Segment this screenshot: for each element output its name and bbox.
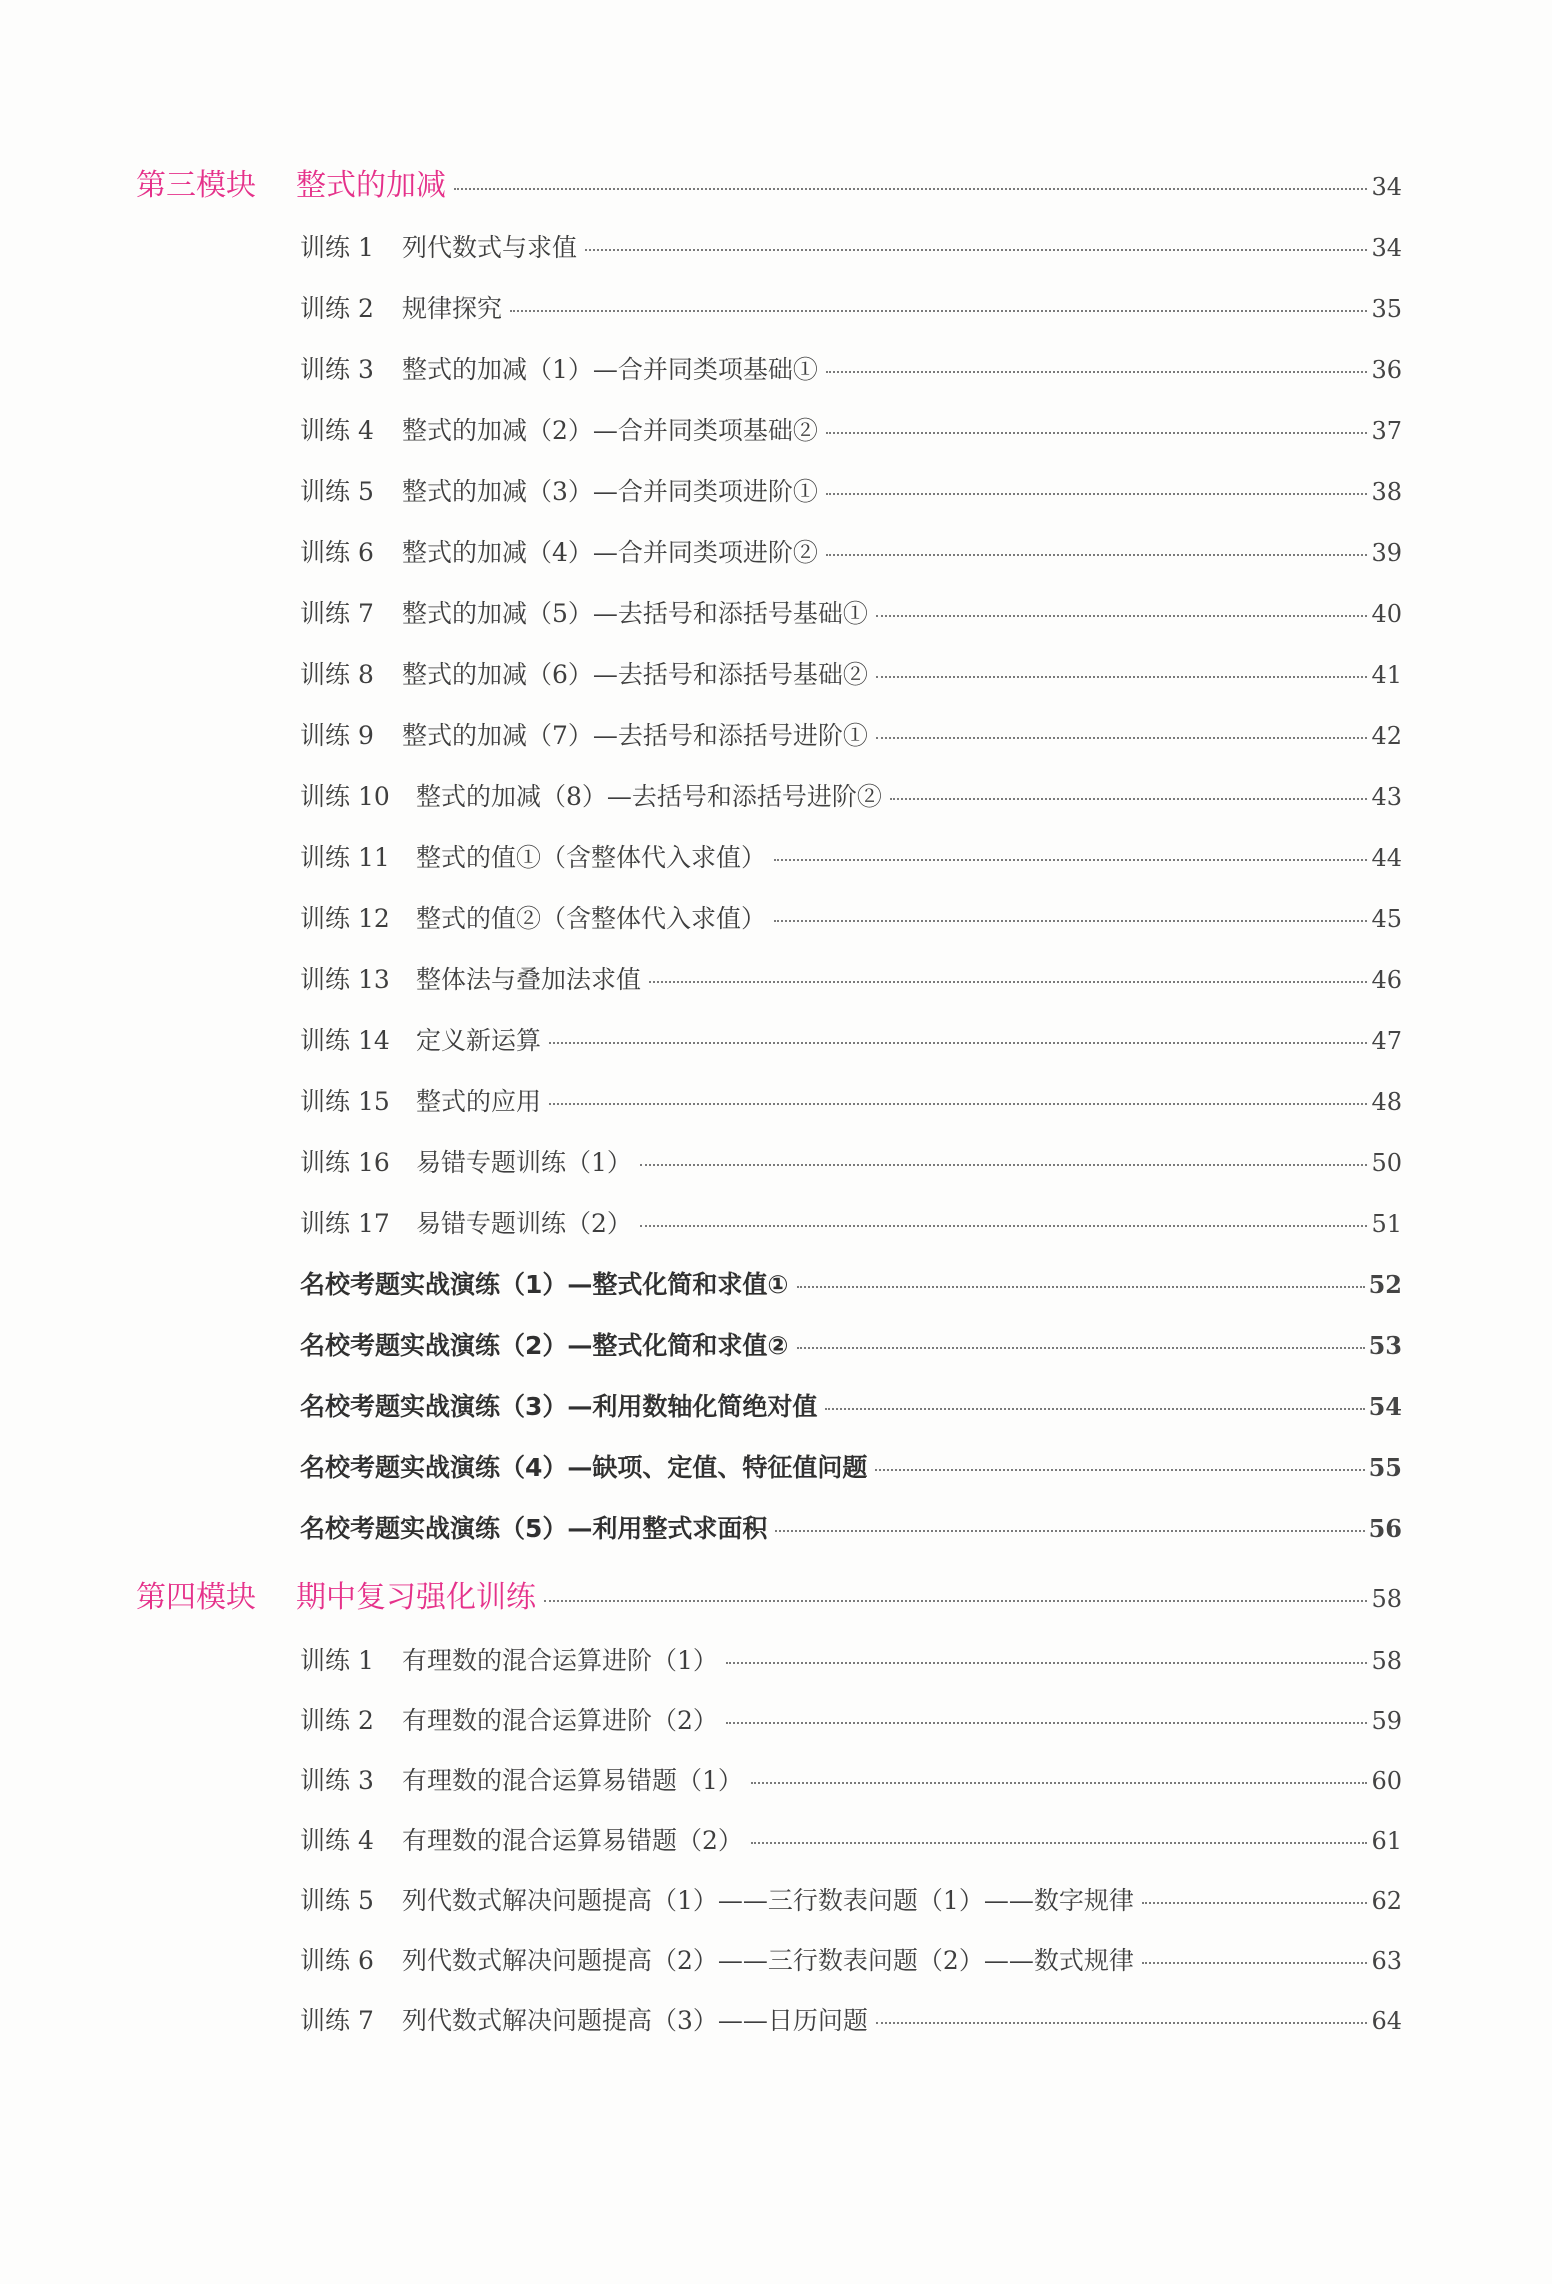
- dot-leader: [544, 1600, 1367, 1602]
- page-number: 45: [1371, 905, 1402, 933]
- page-number: 63: [1371, 1947, 1402, 1975]
- toc-entry[interactable]: [300, 1143, 1402, 1179]
- entry-number: 训练 6: [300, 538, 374, 567]
- page-number: 61: [1371, 1827, 1402, 1855]
- toc-entry[interactable]: [300, 899, 1402, 935]
- toc-entry[interactable]: [300, 1021, 1402, 1057]
- dot-leader: [549, 1042, 1367, 1044]
- toc-entry[interactable]: [300, 472, 1402, 508]
- module-heading-4[interactable]: [136, 1572, 1402, 1616]
- page-number: 36: [1371, 356, 1402, 384]
- module-number: 第四模块: [136, 1580, 256, 1615]
- dot-leader: [640, 1164, 1368, 1166]
- toc-entry[interactable]: [300, 411, 1402, 447]
- entry-title: 整式的加减（2）—合并同类项基础②: [402, 416, 818, 445]
- module-number: 第三模块: [136, 168, 256, 203]
- entry-number: 训练 7: [300, 2006, 374, 2035]
- page-number: 64: [1371, 2007, 1402, 2035]
- page-number: 54: [1368, 1392, 1402, 1421]
- toc-entry[interactable]: [300, 1761, 1402, 1797]
- page-number: 42: [1371, 722, 1402, 750]
- entry-number: 训练 3: [300, 355, 374, 384]
- entry-title: 整式的加减（3）—合并同类项进阶①: [402, 477, 818, 506]
- entry-title: 列代数式解决问题提高（1）——三行数表问题（1）——数字规律: [402, 1886, 1134, 1915]
- page-number: 41: [1371, 661, 1402, 689]
- exam-entry[interactable]: [300, 1448, 1402, 1484]
- page-number: 37: [1371, 417, 1402, 445]
- entry-number: 训练 6: [300, 1946, 374, 1975]
- entry-number: 训练 7: [300, 599, 374, 628]
- page-number: 55: [1368, 1453, 1402, 1482]
- dot-leader: [797, 1286, 1365, 1288]
- entry-number: 训练 11: [300, 843, 390, 872]
- entry-title: 列代数式解决问题提高（2）——三行数表问题（2）——数式规律: [402, 1946, 1134, 1975]
- dot-leader: [549, 1103, 1367, 1105]
- toc-entry[interactable]: [300, 1701, 1402, 1737]
- entry-title: 列代数式解决问题提高（3）——日历问题: [402, 2006, 868, 2035]
- dot-leader: [1142, 1902, 1368, 1904]
- entry-title: 有理数的混合运算进阶（1）: [402, 1646, 718, 1675]
- entry-title: 易错专题训练（2）: [416, 1209, 632, 1238]
- module-title: 期中复习强化训练: [296, 1580, 536, 1615]
- exam-title: 名校考题实战演练（5）—利用整式求面积: [300, 1514, 768, 1543]
- entry-title: 整式的值①（含整体代入求值）: [416, 843, 767, 872]
- dot-leader: [826, 371, 1368, 373]
- toc-entry[interactable]: [300, 777, 1402, 813]
- exam-title: 名校考题实战演练（2）—整式化简和求值②: [300, 1331, 789, 1360]
- dot-leader: [774, 920, 1367, 922]
- entry-number: 训练 13: [300, 965, 390, 994]
- dot-leader: [454, 188, 1367, 190]
- toc-entry[interactable]: [300, 655, 1402, 691]
- toc-entry[interactable]: [300, 716, 1402, 752]
- page-number: 38: [1371, 478, 1402, 506]
- toc-entry[interactable]: [300, 1941, 1402, 1977]
- entry-number: 训练 4: [300, 416, 374, 445]
- dot-leader: [890, 798, 1368, 800]
- dot-leader: [825, 1408, 1364, 1410]
- dot-leader: [649, 981, 1367, 983]
- entry-number: 训练 10: [300, 782, 390, 811]
- page-number: 60: [1371, 1767, 1402, 1795]
- dot-leader: [876, 2022, 1368, 2024]
- entry-title: 整式的值②（含整体代入求值）: [416, 904, 767, 933]
- page-number: 58: [1371, 1647, 1402, 1675]
- entry-title: 有理数的混合运算易错题（2）: [402, 1826, 743, 1855]
- page-number: 47: [1371, 1027, 1402, 1055]
- entry-title: 规律探究: [402, 294, 503, 323]
- dot-leader: [826, 493, 1368, 495]
- toc-entry[interactable]: [300, 350, 1402, 386]
- toc-entry[interactable]: [300, 1881, 1402, 1917]
- exam-entry[interactable]: [300, 1265, 1402, 1301]
- entry-title: 有理数的混合运算易错题（1）: [402, 1766, 743, 1795]
- entry-title: 整式的加减（5）—去括号和添括号基础①: [402, 599, 868, 628]
- dot-leader: [826, 554, 1368, 556]
- toc-entry[interactable]: [300, 594, 1402, 630]
- entry-number: 训练 17: [300, 1209, 390, 1238]
- page-number: 59: [1371, 1707, 1402, 1735]
- toc-entry[interactable]: [300, 1204, 1402, 1240]
- exam-title: 名校考题实战演练（3）—利用数轴化简绝对值: [300, 1392, 818, 1421]
- page-number: 52: [1368, 1270, 1402, 1299]
- dot-leader: [774, 859, 1367, 861]
- toc-entry[interactable]: [300, 1641, 1402, 1677]
- entry-title: 整体法与叠加法求值: [416, 965, 642, 994]
- page-number: 34: [1371, 173, 1402, 201]
- entry-title: 有理数的混合运算进阶（2）: [402, 1706, 718, 1735]
- page-number: 51: [1371, 1210, 1402, 1238]
- page-number: 43: [1371, 783, 1402, 811]
- module-title: 整式的加减: [296, 168, 446, 203]
- dot-leader: [640, 1225, 1368, 1227]
- page-number: 34: [1371, 234, 1402, 262]
- entry-number: 训练 4: [300, 1826, 374, 1855]
- dot-leader: [826, 432, 1368, 434]
- exam-entry[interactable]: [300, 1509, 1402, 1545]
- dot-leader: [875, 1469, 1364, 1471]
- entry-title: 整式的加减（6）—去括号和添括号基础②: [402, 660, 868, 689]
- dot-leader: [876, 615, 1368, 617]
- entry-number: 训练 1: [300, 1646, 374, 1675]
- dot-leader: [775, 1530, 1364, 1532]
- page-number: 62: [1371, 1887, 1402, 1915]
- entry-title: 列代数式与求值: [402, 233, 578, 262]
- toc-entry[interactable]: [300, 960, 1402, 996]
- toc-entry[interactable]: [300, 1821, 1402, 1857]
- dot-leader: [876, 676, 1368, 678]
- entry-number: 训练 8: [300, 660, 374, 689]
- entry-title: 整式的应用: [416, 1087, 542, 1116]
- entry-number: 训练 14: [300, 1026, 390, 1055]
- page-number: 58: [1371, 1585, 1402, 1613]
- page-number: 53: [1368, 1331, 1402, 1360]
- dot-leader: [751, 1842, 1368, 1844]
- dot-leader: [585, 249, 1367, 251]
- page-number: 44: [1371, 844, 1402, 872]
- entry-number: 训练 16: [300, 1148, 390, 1177]
- page-number: 50: [1371, 1149, 1402, 1177]
- toc-entry[interactable]: [300, 228, 1402, 264]
- entry-title: 整式的加减（1）—合并同类项基础①: [402, 355, 818, 384]
- toc-entry[interactable]: [300, 533, 1402, 569]
- exam-title: 名校考题实战演练（4）—缺项、定值、特征值问题: [300, 1453, 868, 1482]
- page-number: 56: [1368, 1514, 1402, 1543]
- toc-entry[interactable]: [300, 289, 1402, 325]
- exam-title: 名校考题实战演练（1）—整式化简和求值①: [300, 1270, 789, 1299]
- entry-number: 训练 3: [300, 1766, 374, 1795]
- page-number: 35: [1371, 295, 1402, 323]
- entry-title: 整式的加减（7）—去括号和添括号进阶①: [402, 721, 868, 750]
- page-number: 48: [1371, 1088, 1402, 1116]
- toc-entry[interactable]: [300, 838, 1402, 874]
- entry-number: 训练 5: [300, 1886, 374, 1915]
- toc-entry[interactable]: [300, 1082, 1402, 1118]
- dot-leader: [726, 1722, 1368, 1724]
- entry-title: 易错专题训练（1）: [416, 1148, 632, 1177]
- page-number: 39: [1371, 539, 1402, 567]
- entry-number: 训练 9: [300, 721, 374, 750]
- entry-number: 训练 2: [300, 1706, 374, 1735]
- toc-entry[interactable]: [300, 2001, 1402, 2037]
- module-heading-3[interactable]: [136, 160, 1402, 204]
- dot-leader: [797, 1347, 1365, 1349]
- dot-leader: [1142, 1962, 1368, 1964]
- dot-leader: [751, 1782, 1368, 1784]
- dot-leader: [726, 1662, 1368, 1664]
- entry-title: 定义新运算: [416, 1026, 542, 1055]
- page-number: 40: [1371, 600, 1402, 628]
- entry-number: 训练 2: [300, 294, 374, 323]
- entry-number: 训练 1: [300, 233, 374, 262]
- entry-title: 整式的加减（8）—去括号和添括号进阶②: [416, 782, 882, 811]
- dot-leader: [510, 310, 1367, 312]
- dot-leader: [876, 737, 1368, 739]
- entry-number: 训练 12: [300, 904, 390, 933]
- exam-entry[interactable]: [300, 1326, 1402, 1362]
- entry-number: 训练 5: [300, 477, 374, 506]
- entry-number: 训练 15: [300, 1087, 390, 1116]
- entry-title: 整式的加减（4）—合并同类项进阶②: [402, 538, 818, 567]
- exam-entry[interactable]: [300, 1387, 1402, 1423]
- page-number: 46: [1371, 966, 1402, 994]
